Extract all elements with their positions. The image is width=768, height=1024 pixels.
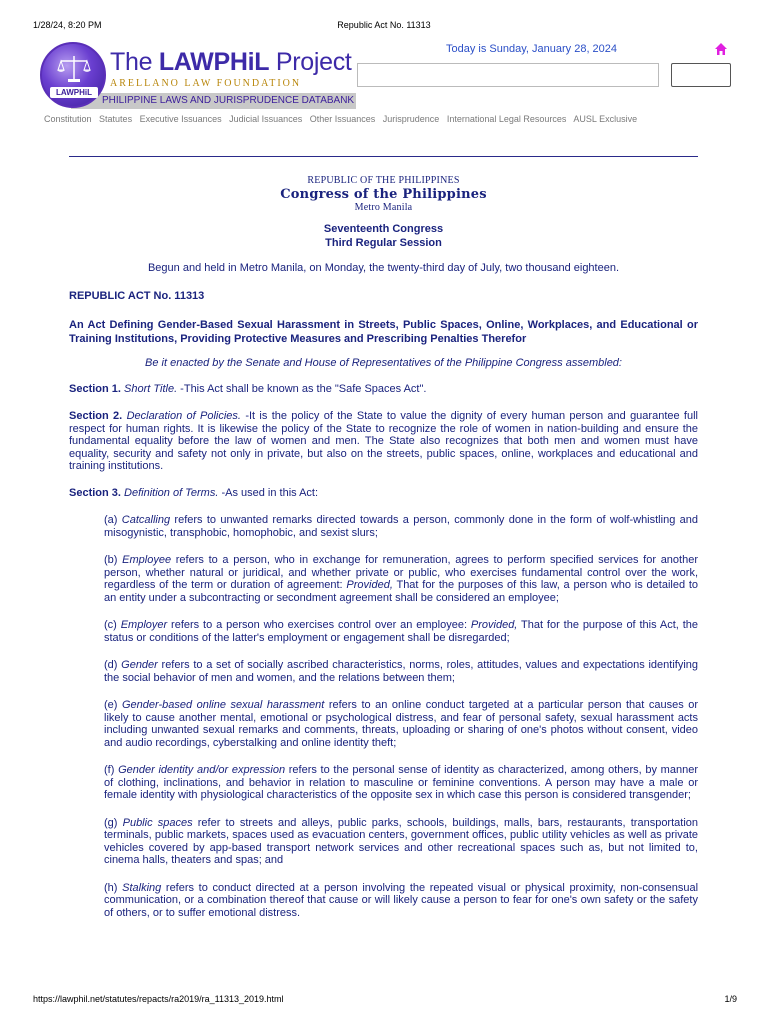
section-1-title: Short Title.: [124, 382, 178, 395]
definition-f: [69, 764, 698, 802]
section-1-text: -This Act shall be known as the "Safe Spaces Act".: [177, 382, 427, 395]
print-page-number: 1/9: [724, 994, 737, 1004]
definition-term: Gender: [121, 659, 158, 671]
section-2-text: -It is the policy of the State to value the dignity of every human person and guarantee full respect for human rights. It is likewise the policy of the State to recognize the role of women in nation-building and ensure the fundamental equality before the law of women and men. The State also recognizes that both men and women must have equality, security and safety not only in private, but also on the streets, public spaces, online, workplaces and educational and training institutions.: [69, 410, 698, 472]
definition-term: Employer: [120, 619, 168, 631]
section-2-label: Section 2.: [69, 410, 123, 422]
databank-label: PHILIPPINE LAWS AND JURISPRUDENCE DATABANK: [102, 95, 355, 106]
definition-b: [69, 554, 698, 604]
definition-text: refers to a set of socially ascribed characteristics, norms, roles, attitudes, values and expectations identifying the social behavior of men and women, and the relations between them;: [104, 659, 699, 684]
definition-term: Gender-based online sexual harassment: [121, 699, 325, 711]
section-3-title: Definition of Terms.: [124, 486, 219, 499]
search-button[interactable]: [671, 63, 731, 87]
site-title-post: Project: [269, 48, 352, 76]
nav-other-issuances[interactable]: Other Issuances: [309, 114, 376, 124]
site-title-pre: The: [110, 48, 159, 76]
definition-letter: (b): [104, 554, 123, 566]
nav-statutes[interactable]: Statutes: [99, 114, 133, 124]
begun-line: Begun and held in Metro Manila, on Monday, the twenty-third day of July, two thousand eighteen.: [147, 262, 620, 274]
header-divider: [69, 156, 698, 157]
congress-number: Seventeenth Congress: [323, 223, 444, 235]
foundation-name: ARELLANO LAW FOUNDATION: [110, 78, 302, 89]
definition-c: [69, 619, 698, 644]
section-1: [69, 383, 698, 396]
definition-text: refer to streets and alleys, public parks, schools, buildings, malls, bars, restaurants, transportation terminals, public markets, spaces used as evacuation centers, government offices, public utility vehicles as well as private vehicles covered by app-based transport network services and other recreational spaces such as, but not limited to, cinema halls, theaters and spas; and: [104, 816, 699, 866]
definition-proviso: Provided,: [346, 579, 393, 591]
definition-proviso: Provided,: [470, 619, 518, 631]
document-body: [69, 175, 698, 919]
definition-letter: (e): [104, 699, 122, 711]
definition-letter: (f): [104, 764, 119, 776]
definition-term: Stalking: [122, 881, 162, 894]
congress-heading: Congress of the Philippines: [280, 187, 487, 202]
lawphil-logo[interactable]: [40, 42, 106, 108]
main-nav: [44, 114, 744, 124]
act-number: REPUBLIC ACT No. 11313: [69, 289, 205, 302]
nav-jurisprudence[interactable]: Jurisprudence: [382, 114, 440, 124]
home-icon[interactable]: [714, 42, 728, 56]
logo-tag: LAWPHiL: [50, 87, 98, 98]
definition-text-cont: That for the purposes of this law, a person who is detailed to an entity under a subcontracting or secondment agreement shall be considered an employee;: [104, 579, 699, 604]
enacting-clause: Be it enacted by the Senate and House of Representatives of the Philippine Congress assembled:: [145, 357, 622, 369]
section-3-text: -As used in this Act:: [218, 486, 319, 499]
print-url: https://lawphil.net/statutes/repacts/ra2019/ra_11313_2019.html: [33, 994, 284, 1004]
scales-of-justice-icon: [56, 54, 92, 84]
definition-e: [69, 699, 698, 749]
print-datetime: 1/28/24, 8:20 PM: [33, 20, 102, 30]
definition-a: [69, 514, 698, 539]
definition-h: [69, 882, 698, 920]
definition-letter: (c): [104, 619, 121, 631]
section-2-title: Declaration of Policies.: [126, 410, 241, 422]
site-title-bold: LAWPHiL: [158, 48, 270, 76]
definition-term: Public spaces: [122, 816, 193, 829]
definition-letter: (g): [104, 816, 123, 829]
nav-constitution[interactable]: Constitution: [44, 114, 92, 124]
definition-text: refers to an online conduct targeted at a particular person that causes or likely to cause another mental, emotional or psychological distress, and fear of personal safety, sexual harassment acts including unwanted sexual remarks and comments, threats, uploading or sharing of one's photos without consent, video and audio recordings, cyberstalking and online identity theft;: [104, 699, 699, 749]
session-name: Third Regular Session: [325, 237, 442, 249]
act-title: An Act Defining Gender-Based Sexual Harassment in Streets, Public Spaces, Online, Workplaces, and Educational or Training Institutions, Providing Protective Measures and Prescribing Penalties Therefor: [69, 319, 698, 345]
definition-term: Gender identity and/or expression: [118, 764, 286, 776]
definition-term: Employee: [122, 554, 172, 566]
site-title[interactable]: [110, 48, 352, 77]
nav-executive-issuances[interactable]: Executive Issuances: [139, 114, 222, 124]
nav-international-legal-resources[interactable]: International Legal Resources: [446, 114, 567, 124]
congress-session: [69, 222, 698, 250]
definition-letter: (a): [104, 514, 122, 526]
section-3: [69, 487, 698, 500]
print-page-title: Republic Act No. 11313: [337, 20, 431, 30]
location-heading: Metro Manila: [354, 202, 413, 213]
definition-text: refers to the personal sense of identity as characterized, among others, by manner of clothing, inclinations, and behavior in relation to masculine or feminine conventions. A person may have a male or female identity with physiological characteristics of the opposite sex in which case this person is considered transgender;: [104, 764, 698, 801]
definition-letter: (d): [104, 659, 122, 671]
section-1-label: Section 1.: [69, 382, 121, 395]
definition-d: [69, 659, 698, 684]
definition-text: refers to conduct directed at a person involving the repeated visual or physical proximity, non-consensual communication, or a combination thereof that cause or will likely cause a person to fear for one's own safety or the safety of others, or to suffer emotional distress.: [104, 881, 699, 919]
today-date: Today is Sunday, January 28, 2024: [446, 43, 618, 55]
definition-text: refers to a person, who in exchange for remuneration, agrees to perform specified services for another person, whether natural or juridical, and whether private or public, who exercises fundamental control over the work, regardless of the term or duration of agreement:: [104, 554, 698, 591]
definition-text: refers to a person who exercises control over an employee:: [167, 619, 471, 631]
definition-text: refers to unwanted remarks directed towards a person, commonly done in the form of wolf-whistling and misogynistic, transphobic, homophobic, and sexist slurs;: [104, 514, 698, 539]
definition-g: [69, 817, 698, 867]
definition-text-cont: That for the purpose of this Act, the status or conditions of the latter's employment or engagement shall be disregarded;: [104, 619, 698, 644]
nav-judicial-issuances[interactable]: Judicial Issuances: [229, 114, 303, 124]
definition-letter: (h): [104, 881, 123, 894]
section-2: [69, 410, 698, 473]
section-3-label: Section 3.: [69, 486, 121, 499]
nav-ausl-exclusive[interactable]: AUSL Exclusive: [573, 114, 638, 124]
search-input[interactable]: [357, 63, 659, 87]
republic-heading: REPUBLIC OF THE PHILIPPINES: [307, 175, 460, 186]
definition-term: Catcalling: [121, 514, 171, 526]
